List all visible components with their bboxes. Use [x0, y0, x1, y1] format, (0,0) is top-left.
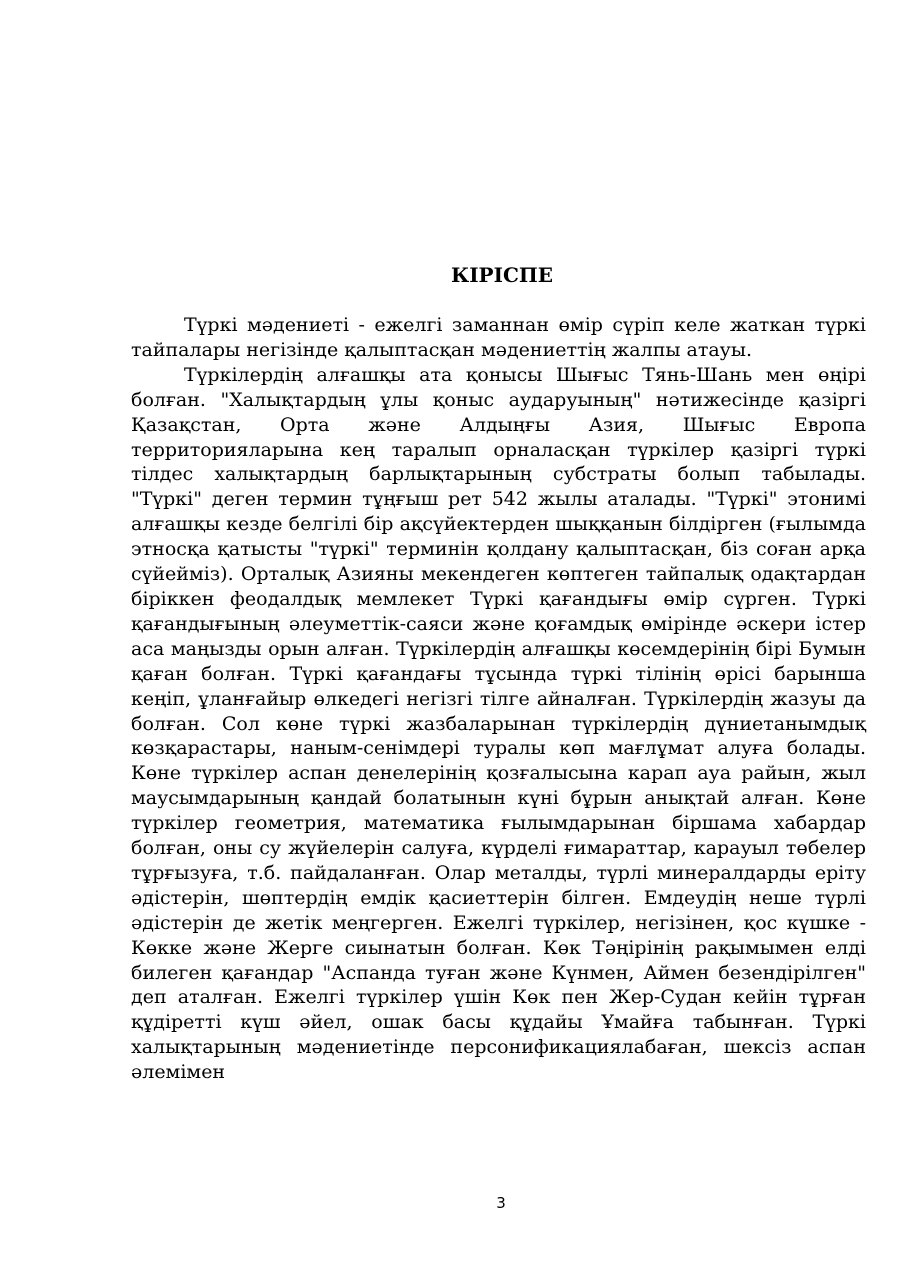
paragraph-2: Түркілердің алғашқы ата қонысы Шығыс Тянь-Шань мен өңірі болған. "Халықтардың ұлы қоныс аударуының" нәтижесінде қазіргі Қазақстан, Орта және Алдыңғы Азия, Шығыс Европа территорияларына кең таралып орналасқан түркілер қазіргі түркі тілдес халықтардың барлықтарының субстраты болып табылады. "Түркі" деген термин тұңғыш рет 542 жылы аталады. "Түркі" этонимі алғашқы кезде белгілі бір ақсүйектерден шыққанын білдірген (ғылымда этносқа қатысты "түркі" терминін қолдану қалыптасқан, біз соған арқа сүйейміз). Орталық Азияны мекендеген көптеген тайпалық одақтардан біріккен феодалдық мемлекет Түркі қағандығы өмір сүрген. Түркі қағандығының әлеуметтік-саяси және қоғамдық өмірінде әскери істер аса маңызды орын алған. Түркілердің алғашқы көсемдерінің бірі Бумын қаған болған. Түркі қағандағы тұсында түркі тілінің өрісі барынша кеңіп, ұланғайыр өлкедегі негізгі тілге айналған. Түркілердің жазуы да болған. Сол көне түркі жазбаларынан түркілердің дүниетанымдық көзқарастары, наным-сенімдері туралы көп мағлұмат алуға болады. Көне түркілер аспан денелерінің қозғалысына карап ауа райын, жыл маусымдарының қандай болатынын күні бұрын анықтай алған. Көне түркілер геометрия, математика ғылымдарынан біршама хабардар болған, оны су жүйелерін салуға, күрделі ғимараттар, карауыл төбелер тұрғызуға, т.б. пайдаланған. Олар металды, түрлі минералдарды еріту әдістерін, шөптердің емдік қасиеттерін білген. Емдеудің неше түрлі әдістерін де жетік меңгерген. Ежелгі түркілер, негізінен, қос күшке - Көкке және Жерге сиынатын болған. Көк Тәңірінің рақымымен елді билеген қағандар "Аспанда туған және Күнмен, Аймен безендірілген" деп аталған. Ежелгі түркілер үшін Көк пен Жер-Судан кейін тұрған құдіретті күш әйел, ошак басы құдайы Ұмайға табынған. Түркі халықтарының мәдениетінде персонификациялабаған, шексіз аспан әлемімен	[131, 363, 866, 1084]
page-number: 3	[496, 1194, 506, 1212]
chapter-title: КІРІСПЕ	[451, 263, 553, 287]
paragraph-1: Түркі мәдениеті - ежелгі заманнан өмір сүріп келе жаткан түркі тайпалары негізінде қалыптасқан мәдениеттің жалпы атауы.	[131, 314, 866, 361]
body-text	[131, 313, 866, 1085]
